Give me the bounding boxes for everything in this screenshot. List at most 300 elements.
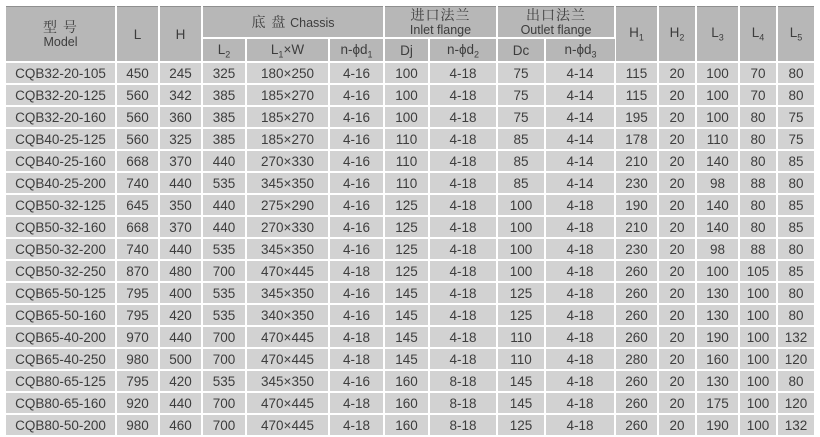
cell-h1: 260 bbox=[615, 414, 658, 436]
cell-h: 440 bbox=[159, 326, 202, 348]
cell-n-phi-d1: 4-16 bbox=[329, 304, 384, 326]
group-header-inlet-flange bbox=[384, 7, 497, 39]
col-header-dj: Dj bbox=[384, 38, 429, 62]
cell-l2: 325 bbox=[202, 62, 246, 84]
cell-dj: 125 bbox=[384, 216, 429, 238]
cell-h2: 20 bbox=[658, 348, 696, 370]
cell-dj: 125 bbox=[384, 260, 429, 282]
cell-h: 420 bbox=[159, 304, 202, 326]
cell-model: CQB32-20-125 bbox=[6, 84, 116, 106]
cell-h1: 115 bbox=[615, 62, 658, 84]
cell-dj: 125 bbox=[384, 194, 429, 216]
cell-l5: 80 bbox=[777, 282, 814, 304]
cell-n-phi-d1: 4-18 bbox=[329, 348, 384, 370]
cell-l1xw: 340×350 bbox=[246, 304, 329, 326]
cell-n-phi-d2: 4-18 bbox=[429, 348, 497, 370]
cell-l: 450 bbox=[116, 62, 159, 84]
cell-l3: 130 bbox=[696, 304, 739, 326]
cell-n-phi-d2: 8-18 bbox=[429, 414, 497, 436]
cell-n-phi-d2: 4-18 bbox=[429, 172, 497, 194]
cell-h: 325 bbox=[159, 128, 202, 150]
cell-h: 440 bbox=[159, 172, 202, 194]
model-label-zh: 型 号 bbox=[43, 19, 78, 35]
cell-n-phi-d2: 4-18 bbox=[429, 84, 497, 106]
cell-h: 350 bbox=[159, 194, 202, 216]
cell-l: 645 bbox=[116, 194, 159, 216]
cell-l2: 700 bbox=[202, 392, 246, 414]
cell-l: 668 bbox=[116, 150, 159, 172]
cell-l: 560 bbox=[116, 128, 159, 150]
cell-dc: 75 bbox=[497, 62, 545, 84]
cell-dj: 160 bbox=[384, 370, 429, 392]
cell-h1: 260 bbox=[615, 260, 658, 282]
cell-l2: 385 bbox=[202, 106, 246, 128]
cell-h: 480 bbox=[159, 260, 202, 282]
cell-h1: 260 bbox=[615, 282, 658, 304]
cell-model: CQB50-32-200 bbox=[6, 238, 116, 260]
cell-l5: 80 bbox=[777, 370, 814, 392]
cell-l2: 535 bbox=[202, 304, 246, 326]
inlet-flange-label-en: Inlet flange bbox=[409, 23, 472, 38]
cell-l5: 80 bbox=[777, 238, 814, 260]
cell-h: 245 bbox=[159, 62, 202, 84]
cell-dc: 145 bbox=[497, 370, 545, 392]
table-row bbox=[6, 216, 814, 238]
cell-n-phi-d3: 4-18 bbox=[545, 282, 615, 304]
cell-l4: 80 bbox=[739, 150, 777, 172]
cell-dc: 125 bbox=[497, 282, 545, 304]
cell-h2: 20 bbox=[658, 238, 696, 260]
cell-h2: 20 bbox=[658, 216, 696, 238]
cell-l2: 385 bbox=[202, 84, 246, 106]
cell-l5: 85 bbox=[777, 216, 814, 238]
model-label-en: Model bbox=[43, 35, 78, 50]
cell-l1xw: 180×250 bbox=[246, 62, 329, 84]
group-header-chassis bbox=[202, 7, 384, 39]
col-header-h1: $H_1$ bbox=[615, 7, 658, 63]
cell-n-phi-d3: 4-18 bbox=[545, 370, 615, 392]
cell-l: 970 bbox=[116, 326, 159, 348]
pump-spec-table bbox=[6, 6, 814, 437]
cell-n-phi-d3: 4-18 bbox=[545, 392, 615, 414]
cell-n-phi-d2: 4-18 bbox=[429, 326, 497, 348]
cell-dj: 145 bbox=[384, 326, 429, 348]
cell-n-phi-d2: 8-18 bbox=[429, 370, 497, 392]
cell-dc: 125 bbox=[497, 414, 545, 436]
cell-l2: 700 bbox=[202, 326, 246, 348]
cell-h1: 210 bbox=[615, 150, 658, 172]
cell-h1: 230 bbox=[615, 172, 658, 194]
cell-l5: 80 bbox=[777, 304, 814, 326]
cell-l4: 70 bbox=[739, 84, 777, 106]
cell-n-phi-d2: 4-18 bbox=[429, 238, 497, 260]
table-row bbox=[6, 414, 814, 436]
col-header-l2: $L_2$ bbox=[202, 38, 246, 62]
cell-h: 360 bbox=[159, 106, 202, 128]
cell-l1xw: 470×445 bbox=[246, 348, 329, 370]
col-header-model bbox=[6, 7, 116, 63]
cell-dj: 110 bbox=[384, 128, 429, 150]
table-row bbox=[6, 150, 814, 172]
table-row bbox=[6, 128, 814, 150]
col-header-h: H bbox=[159, 7, 202, 63]
cell-l: 980 bbox=[116, 414, 159, 436]
cell-model: CQB80-65-160 bbox=[6, 392, 116, 414]
cell-l1xw: 470×445 bbox=[246, 392, 329, 414]
table-row bbox=[6, 282, 814, 304]
cell-l4: 100 bbox=[739, 348, 777, 370]
cell-l2: 700 bbox=[202, 348, 246, 370]
cell-model: CQB50-32-160 bbox=[6, 216, 116, 238]
cell-n-phi-d2: 4-18 bbox=[429, 216, 497, 238]
cell-model: CQB32-20-105 bbox=[6, 62, 116, 84]
cell-dj: 145 bbox=[384, 282, 429, 304]
table-row bbox=[6, 304, 814, 326]
cell-n-phi-d3: 4-18 bbox=[545, 216, 615, 238]
col-header-l1xw: $L_1\times W$ bbox=[246, 38, 329, 62]
cell-h2: 20 bbox=[658, 304, 696, 326]
cell-n-phi-d1: 4-16 bbox=[329, 282, 384, 304]
cell-h2: 20 bbox=[658, 370, 696, 392]
table-body bbox=[6, 62, 814, 436]
cell-n-phi-d1: 4-16 bbox=[329, 84, 384, 106]
cell-l1xw: 345×350 bbox=[246, 282, 329, 304]
cell-n-phi-d3: 4-14 bbox=[545, 172, 615, 194]
cell-l: 920 bbox=[116, 392, 159, 414]
cell-h2: 20 bbox=[658, 414, 696, 436]
cell-n-phi-d1: 4-16 bbox=[329, 128, 384, 150]
cell-n-phi-d2: 4-18 bbox=[429, 62, 497, 84]
cell-l: 795 bbox=[116, 304, 159, 326]
cell-l3: 100 bbox=[696, 260, 739, 282]
group-header-outlet-flange bbox=[497, 7, 615, 39]
cell-h: 342 bbox=[159, 84, 202, 106]
cell-h2: 20 bbox=[658, 84, 696, 106]
cell-n-phi-d1: 4-16 bbox=[329, 172, 384, 194]
cell-l1xw: 185×270 bbox=[246, 106, 329, 128]
cell-l: 795 bbox=[116, 370, 159, 392]
cell-l4: 80 bbox=[739, 216, 777, 238]
cell-l1xw: 345×350 bbox=[246, 238, 329, 260]
cell-l2: 535 bbox=[202, 238, 246, 260]
cell-l3: 140 bbox=[696, 216, 739, 238]
cell-dj: 110 bbox=[384, 172, 429, 194]
chassis-label-zh: 底 盘 bbox=[251, 14, 287, 31]
cell-l5: 132 bbox=[777, 326, 814, 348]
cell-n-phi-d1: 4-16 bbox=[329, 62, 384, 84]
cell-model: CQB50-32-125 bbox=[6, 194, 116, 216]
cell-h: 500 bbox=[159, 348, 202, 370]
cell-l2: 700 bbox=[202, 414, 246, 436]
cell-h: 370 bbox=[159, 216, 202, 238]
cell-n-phi-d3: 4-18 bbox=[545, 414, 615, 436]
cell-n-phi-d1: 4-16 bbox=[329, 106, 384, 128]
cell-l5: 75 bbox=[777, 106, 814, 128]
cell-model: CQB40-25-125 bbox=[6, 128, 116, 150]
cell-n-phi-d3: 4-18 bbox=[545, 260, 615, 282]
cell-dc: 145 bbox=[497, 392, 545, 414]
cell-h1: 260 bbox=[615, 392, 658, 414]
table-row bbox=[6, 106, 814, 128]
cell-dc: 100 bbox=[497, 194, 545, 216]
cell-l2: 535 bbox=[202, 370, 246, 392]
outlet-flange-label-en: Outlet flange bbox=[520, 23, 592, 38]
col-header-dc: Dc bbox=[497, 38, 545, 62]
table-row bbox=[6, 238, 814, 260]
cell-h1: 280 bbox=[615, 348, 658, 370]
cell-l1xw: 345×350 bbox=[246, 370, 329, 392]
cell-dc: 85 bbox=[497, 128, 545, 150]
cell-l4: 100 bbox=[739, 282, 777, 304]
cell-l3: 130 bbox=[696, 370, 739, 392]
cell-l2: 385 bbox=[202, 128, 246, 150]
cell-dc: 75 bbox=[497, 84, 545, 106]
cell-l3: 110 bbox=[696, 128, 739, 150]
cell-h2: 20 bbox=[658, 150, 696, 172]
col-header-n-phi-d1: $n-\phi d_1$ bbox=[329, 38, 384, 62]
cell-l3: 190 bbox=[696, 326, 739, 348]
cell-l3: 100 bbox=[696, 106, 739, 128]
cell-l5: 85 bbox=[777, 150, 814, 172]
cell-dj: 100 bbox=[384, 106, 429, 128]
cell-h1: 115 bbox=[615, 84, 658, 106]
cell-n-phi-d1: 4-16 bbox=[329, 150, 384, 172]
cell-l1xw: 185×270 bbox=[246, 84, 329, 106]
cell-n-phi-d1: 4-16 bbox=[329, 216, 384, 238]
cell-h2: 20 bbox=[658, 106, 696, 128]
inlet-flange-label-zh: 进口法兰 bbox=[410, 7, 471, 23]
cell-l4: 100 bbox=[739, 392, 777, 414]
cell-l2: 440 bbox=[202, 194, 246, 216]
cell-l1xw: 185×270 bbox=[246, 128, 329, 150]
table-row bbox=[6, 194, 814, 216]
cell-dj: 145 bbox=[384, 348, 429, 370]
cell-h: 400 bbox=[159, 282, 202, 304]
cell-h1: 230 bbox=[615, 238, 658, 260]
cell-l4: 100 bbox=[739, 370, 777, 392]
col-header-l: L bbox=[116, 7, 159, 63]
cell-h2: 20 bbox=[658, 392, 696, 414]
cell-l1xw: 345×350 bbox=[246, 172, 329, 194]
cell-n-phi-d1: 4-18 bbox=[329, 326, 384, 348]
cell-h2: 20 bbox=[658, 194, 696, 216]
cell-l5: 120 bbox=[777, 348, 814, 370]
table-row bbox=[6, 62, 814, 84]
cell-h: 440 bbox=[159, 392, 202, 414]
cell-l4: 88 bbox=[739, 172, 777, 194]
cell-l3: 140 bbox=[696, 150, 739, 172]
cell-dc: 100 bbox=[497, 238, 545, 260]
cell-l3: 100 bbox=[696, 84, 739, 106]
cell-l: 870 bbox=[116, 260, 159, 282]
cell-l1xw: 470×445 bbox=[246, 414, 329, 436]
cell-l4: 100 bbox=[739, 414, 777, 436]
cell-n-phi-d1: 4-16 bbox=[329, 370, 384, 392]
cell-n-phi-d2: 4-18 bbox=[429, 150, 497, 172]
cell-h2: 20 bbox=[658, 260, 696, 282]
cell-model: CQB65-40-250 bbox=[6, 348, 116, 370]
table-row bbox=[6, 326, 814, 348]
cell-l4: 80 bbox=[739, 194, 777, 216]
cell-l: 668 bbox=[116, 216, 159, 238]
cell-l4: 100 bbox=[739, 326, 777, 348]
table-row bbox=[6, 84, 814, 106]
cell-n-phi-d1: 4-16 bbox=[329, 194, 384, 216]
cell-l: 560 bbox=[116, 106, 159, 128]
chassis-label-en: Chassis bbox=[290, 16, 335, 31]
outlet-flange-label-zh: 出口法兰 bbox=[526, 7, 587, 23]
cell-l1xw: 270×330 bbox=[246, 150, 329, 172]
cell-l1xw: 270×330 bbox=[246, 216, 329, 238]
table-row bbox=[6, 370, 814, 392]
cell-dc: 75 bbox=[497, 106, 545, 128]
cell-model: CQB65-50-160 bbox=[6, 304, 116, 326]
cell-model: CQB50-32-250 bbox=[6, 260, 116, 282]
cell-n-phi-d3: 4-14 bbox=[545, 128, 615, 150]
cell-l5: 120 bbox=[777, 392, 814, 414]
cell-model: CQB65-40-200 bbox=[6, 326, 116, 348]
cell-n-phi-d3: 4-14 bbox=[545, 106, 615, 128]
cell-l4: 105 bbox=[739, 260, 777, 282]
col-header-n-phi-d3: $n-\phi d_3$ bbox=[545, 38, 615, 62]
cell-dj: 100 bbox=[384, 62, 429, 84]
cell-h2: 20 bbox=[658, 172, 696, 194]
cell-l4: 70 bbox=[739, 62, 777, 84]
col-header-l3: $L_3$ bbox=[696, 7, 739, 63]
cell-dc: 100 bbox=[497, 216, 545, 238]
cell-l: 795 bbox=[116, 282, 159, 304]
cell-l2: 440 bbox=[202, 216, 246, 238]
cell-l3: 98 bbox=[696, 172, 739, 194]
cell-l4: 88 bbox=[739, 238, 777, 260]
col-header-l4: $L_4$ bbox=[739, 7, 777, 63]
cell-l3: 140 bbox=[696, 194, 739, 216]
cell-l1xw: 470×445 bbox=[246, 326, 329, 348]
cell-l5: 75 bbox=[777, 128, 814, 150]
table-row bbox=[6, 172, 814, 194]
cell-l5: 80 bbox=[777, 62, 814, 84]
cell-dc: 125 bbox=[497, 304, 545, 326]
cell-l: 560 bbox=[116, 84, 159, 106]
cell-n-phi-d3: 4-18 bbox=[545, 194, 615, 216]
cell-l5: 80 bbox=[777, 84, 814, 106]
cell-h1: 260 bbox=[615, 304, 658, 326]
cell-h1: 178 bbox=[615, 128, 658, 150]
cell-model: CQB40-25-200 bbox=[6, 172, 116, 194]
cell-n-phi-d3: 4-14 bbox=[545, 62, 615, 84]
cell-n-phi-d1: 4-16 bbox=[329, 238, 384, 260]
cell-n-phi-d1: 4-18 bbox=[329, 392, 384, 414]
table-row bbox=[6, 260, 814, 282]
cell-l3: 175 bbox=[696, 392, 739, 414]
cell-h1: 260 bbox=[615, 370, 658, 392]
cell-model: CQB40-25-160 bbox=[6, 150, 116, 172]
cell-l5: 80 bbox=[777, 172, 814, 194]
cell-n-phi-d2: 4-18 bbox=[429, 260, 497, 282]
cell-model: CQB80-50-200 bbox=[6, 414, 116, 436]
cell-dc: 110 bbox=[497, 326, 545, 348]
cell-h: 440 bbox=[159, 238, 202, 260]
cell-dj: 125 bbox=[384, 238, 429, 260]
cell-h1: 195 bbox=[615, 106, 658, 128]
cell-l3: 190 bbox=[696, 414, 739, 436]
cell-dj: 100 bbox=[384, 84, 429, 106]
cell-dc: 85 bbox=[497, 172, 545, 194]
cell-l5: 132 bbox=[777, 414, 814, 436]
cell-h: 420 bbox=[159, 370, 202, 392]
cell-l4: 80 bbox=[739, 106, 777, 128]
cell-dc: 100 bbox=[497, 260, 545, 282]
cell-l: 740 bbox=[116, 172, 159, 194]
cell-n-phi-d2: 8-18 bbox=[429, 392, 497, 414]
cell-l3: 98 bbox=[696, 238, 739, 260]
cell-n-phi-d3: 4-18 bbox=[545, 238, 615, 260]
cell-model: CQB65-50-125 bbox=[6, 282, 116, 304]
cell-l5: 85 bbox=[777, 194, 814, 216]
table-row bbox=[6, 348, 814, 370]
cell-n-phi-d2: 4-18 bbox=[429, 282, 497, 304]
col-header-l5: $L_5$ bbox=[777, 7, 814, 63]
cell-dj: 145 bbox=[384, 304, 429, 326]
cell-n-phi-d2: 4-18 bbox=[429, 194, 497, 216]
cell-l3: 160 bbox=[696, 348, 739, 370]
cell-h1: 210 bbox=[615, 216, 658, 238]
cell-n-phi-d1: 4-18 bbox=[329, 414, 384, 436]
cell-dj: 160 bbox=[384, 414, 429, 436]
cell-h: 370 bbox=[159, 150, 202, 172]
cell-h: 460 bbox=[159, 414, 202, 436]
cell-l1xw: 470×445 bbox=[246, 260, 329, 282]
cell-l3: 130 bbox=[696, 282, 739, 304]
cell-h2: 20 bbox=[658, 62, 696, 84]
col-header-h2: $H_2$ bbox=[658, 7, 696, 63]
cell-l: 980 bbox=[116, 348, 159, 370]
cell-l2: 700 bbox=[202, 260, 246, 282]
cell-l2: 535 bbox=[202, 282, 246, 304]
cell-n-phi-d3: 4-18 bbox=[545, 348, 615, 370]
cell-l1xw: 275×290 bbox=[246, 194, 329, 216]
table-header bbox=[6, 7, 814, 63]
cell-l2: 440 bbox=[202, 150, 246, 172]
cell-n-phi-d2: 4-18 bbox=[429, 128, 497, 150]
cell-dc: 110 bbox=[497, 348, 545, 370]
cell-model: CQB32-20-160 bbox=[6, 106, 116, 128]
cell-l2: 535 bbox=[202, 172, 246, 194]
col-header-n-phi-d2: $n-\phi d_2$ bbox=[429, 38, 497, 62]
cell-h2: 20 bbox=[658, 326, 696, 348]
cell-dc: 85 bbox=[497, 150, 545, 172]
cell-n-phi-d3: 4-14 bbox=[545, 150, 615, 172]
cell-h1: 190 bbox=[615, 194, 658, 216]
cell-h2: 20 bbox=[658, 128, 696, 150]
cell-model: CQB80-65-125 bbox=[6, 370, 116, 392]
cell-l4: 80 bbox=[739, 128, 777, 150]
cell-l4: 100 bbox=[739, 304, 777, 326]
cell-h1: 260 bbox=[615, 326, 658, 348]
cell-n-phi-d2: 4-18 bbox=[429, 106, 497, 128]
cell-n-phi-d3: 4-18 bbox=[545, 326, 615, 348]
cell-h2: 20 bbox=[658, 282, 696, 304]
cell-dj: 160 bbox=[384, 392, 429, 414]
cell-n-phi-d3: 4-14 bbox=[545, 84, 615, 106]
table-row bbox=[6, 392, 814, 414]
cell-l: 740 bbox=[116, 238, 159, 260]
cell-n-phi-d3: 4-18 bbox=[545, 304, 615, 326]
cell-n-phi-d2: 4-18 bbox=[429, 304, 497, 326]
cell-n-phi-d1: 4-18 bbox=[329, 260, 384, 282]
cell-l3: 100 bbox=[696, 62, 739, 84]
cell-dj: 110 bbox=[384, 150, 429, 172]
